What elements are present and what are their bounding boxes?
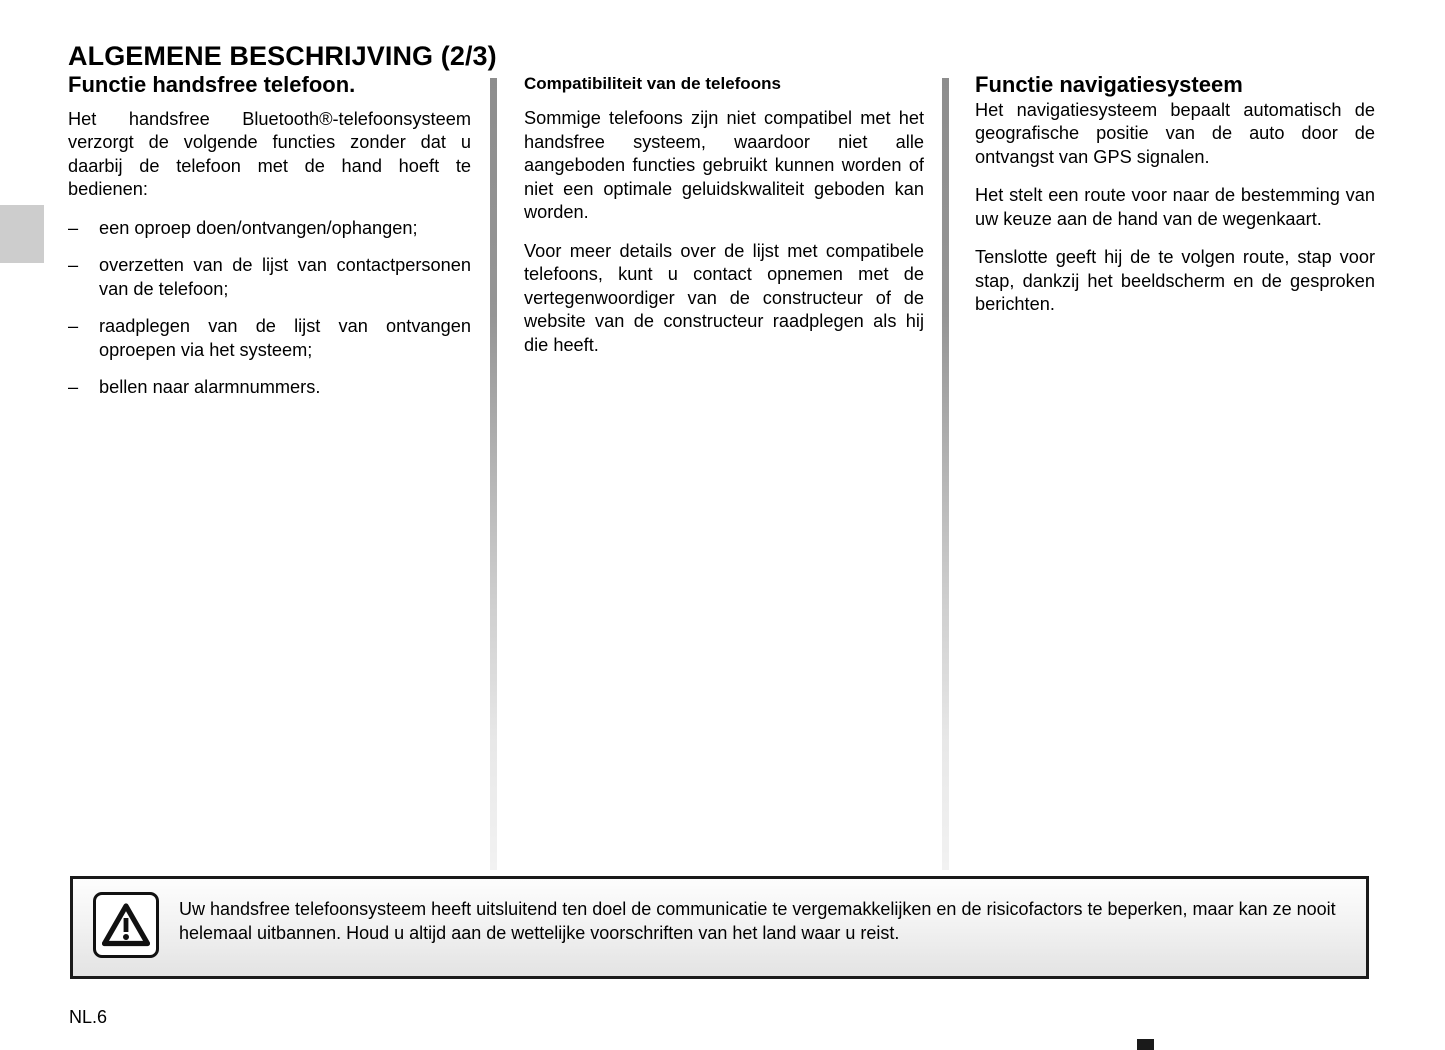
column-3-paragraph-2: Het stelt een route voor naar de bestemming van uw keuze aan de hand van de wegenkaart. bbox=[975, 185, 1375, 229]
dash-marker: – bbox=[68, 217, 79, 238]
column-2-heading: Compatibiliteit van de telefoons bbox=[524, 74, 781, 93]
column-handsfree-telephone bbox=[68, 72, 471, 862]
list-item bbox=[68, 254, 471, 301]
list-item-label: bellen naar alarmnummers. bbox=[99, 377, 321, 398]
handsfree-function-list bbox=[68, 217, 471, 400]
column-1-heading: Functie handsfree telefoon. bbox=[68, 72, 356, 97]
column-3-paragraph-1: Het navigatiesysteem bepaalt automatisch de geografische positie van de auto door de ontvangst van GPS signalen. bbox=[975, 99, 1375, 167]
dash-marker: – bbox=[68, 255, 79, 276]
dash-marker: – bbox=[68, 316, 79, 337]
list-item bbox=[68, 217, 471, 240]
column-1-intro-paragraph: Het handsfree Bluetooth®-telefoonsysteem verzorgt de volgende functies zonder dat u daarbij de telefoon met de hand hoeft te bedienen: bbox=[68, 108, 471, 200]
list-item bbox=[68, 376, 471, 399]
column-navigation-system bbox=[975, 72, 1375, 862]
list-item-label: overzetten van de lijst van contactpersonen van de telefoon; bbox=[99, 255, 471, 299]
page-title: ALGEMENE BESCHRIJVING (2/3) bbox=[68, 41, 497, 72]
warning-triangle-icon bbox=[93, 892, 159, 958]
dash-marker: – bbox=[68, 377, 79, 398]
column-3-heading: Functie navigatiesysteem bbox=[975, 72, 1243, 97]
list-item-label: een oproep doen/ontvangen/ophangen; bbox=[99, 217, 418, 238]
print-registration-mark bbox=[1137, 1039, 1154, 1050]
warning-text: Uw handsfree telefoonsysteem heeft uitsluitend ten doel de communicatie te vergemakkelijken en de risicofactors te beperken, maar kan ze nooit helemaal uitbannen. Houd u altijd aan de wettelijke voorschriften van het land waar u reist. bbox=[179, 899, 1336, 943]
column-2-paragraph-1: Sommige telefoons zijn niet compatibel met het handsfree systeem, waardoor niet alle aangeboden functies gebruikt kunnen worden of niet een optimale geluidskwaliteit geboden kan worden. bbox=[524, 108, 924, 223]
chapter-edge-tab bbox=[0, 205, 44, 263]
column-phone-compatibility bbox=[524, 72, 924, 862]
column-2-paragraph-2: Voor meer details over de lijst met compatibele telefoons, kunt u contact opnemen met de vertegenwoordiger van de constructeur of de website van de constructeur raadplegen als hij die heeft. bbox=[524, 240, 924, 355]
content-columns bbox=[68, 72, 1378, 862]
column-3-paragraph-3: Tenslotte geeft hij de te volgen route, stap voor stap, dankzij het beeldscherm en de gesproken berichten. bbox=[975, 247, 1375, 315]
page-number: NL.6 bbox=[69, 1007, 108, 1027]
list-item-label: raadplegen van de lijst van ontvangen oproepen via het systeem; bbox=[99, 316, 471, 360]
warning-box bbox=[70, 876, 1369, 979]
list-item bbox=[68, 315, 471, 362]
